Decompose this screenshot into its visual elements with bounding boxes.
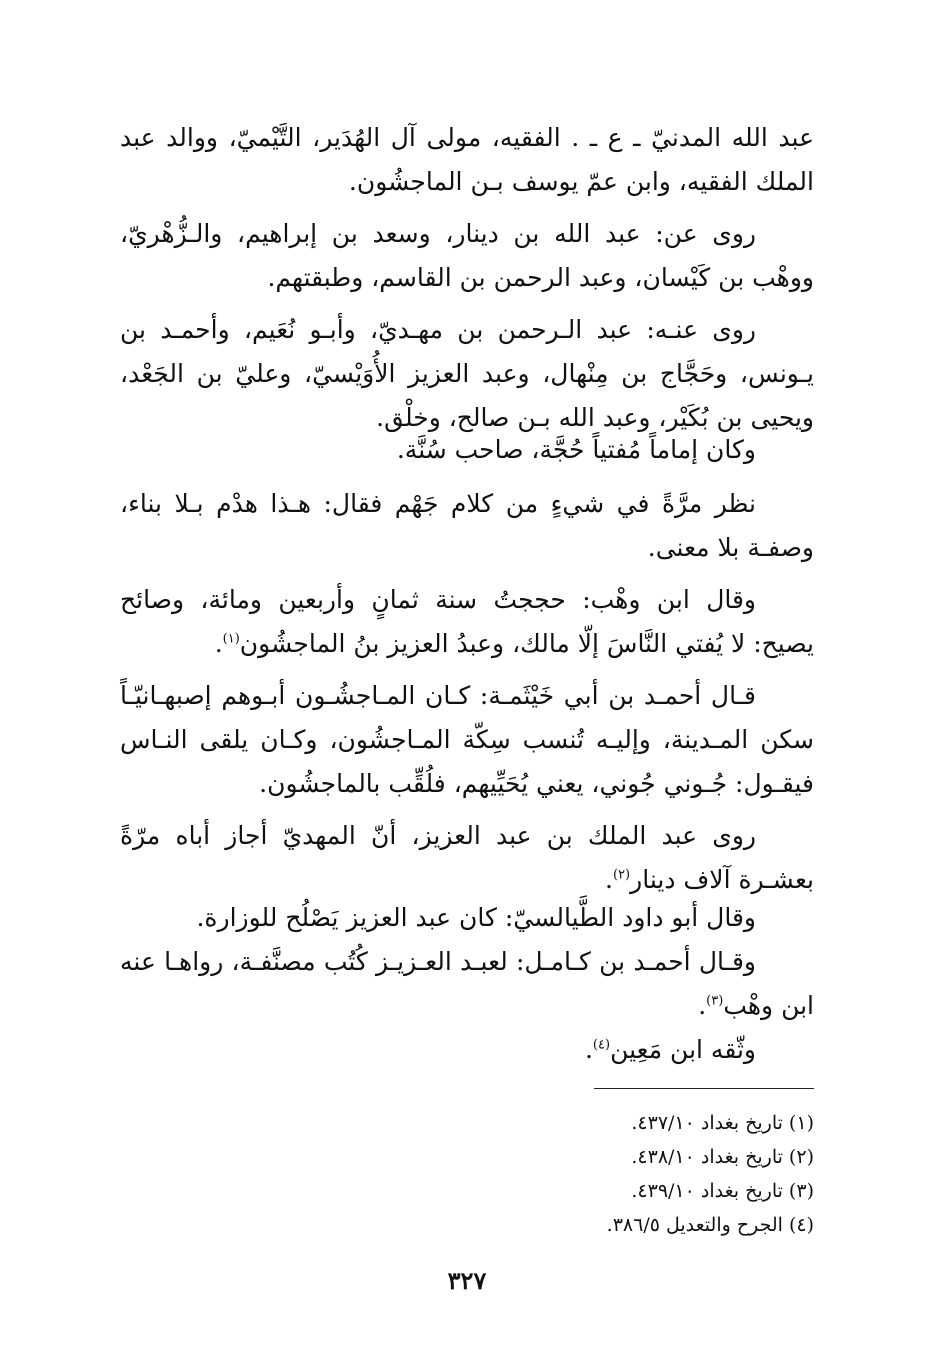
- paragraph-8: [120, 814, 814, 902]
- footnote-divider: [594, 1088, 814, 1089]
- paragraph-9: [120, 896, 814, 940]
- footnote-3: (٣) تاريخ بغداد ٤٣٩/١٠.: [631, 1180, 814, 1202]
- paragraph-5: [120, 482, 814, 570]
- paragraph-11-text: وثّقه ابن مَعِين: [610, 1035, 756, 1064]
- paragraph-3-text: روى عنـه: عبد الـرحمن بن مهـديّ، وأبـو نُعَيم، وأحمـد بن يـونس، وحَجَّاج بن مِنْهال، وعبد العزيز الأُوَيْسيّ، وعليّ بن الجَعْد، ويحيى بن بُكَيْر، وعبد الله بـن صالح، وخلْق.: [120, 315, 814, 432]
- paragraph-8-text: روى عبد الملك بن عبد العزيز، أنّ المهديّ أجاز أباه مرّةً بعشـرة آلاف دينار: [120, 821, 814, 894]
- paragraph-6: [120, 578, 814, 666]
- page-number: ٣٢٧: [447, 1266, 487, 1295]
- paragraph-3: [120, 308, 814, 440]
- footnotes: [414, 1106, 814, 1242]
- footnote-2: (٢) تاريخ بغداد ٤٣٨/١٠.: [631, 1146, 814, 1168]
- paragraph-10-text: وقـال أحمـد بن كـامـل: لعبـد العـزيـز كُتُب مصنَّفـة، رواهـا عنه ابن وهْب: [120, 947, 814, 1020]
- footnote-1: (١) تاريخ بغداد ٤٣٧/١٠.: [631, 1112, 814, 1134]
- paragraph-4: [120, 428, 814, 472]
- paragraph-6-text: وقال ابن وهْب: حججتُ سنة ثمانٍ وأربعين ومائة، وصائح يصيح: لا يُفتي النَّاسَ إلّا مالك، وعبدُ العزيز بنُ الماجشُون: [120, 585, 814, 658]
- paragraph-8-end: .: [605, 865, 613, 894]
- paragraph-11: [120, 1028, 814, 1072]
- paragraph-7: [120, 674, 814, 806]
- paragraph-10-end: .: [698, 991, 707, 1020]
- paragraph-2-text: روى عن: عبد الله بن دينار، وسعد بن إبراهيم، والـزُّهْريّ، ووهْب بن كَيْسان، وعبد الرحمن بن القاسم، وطبقتهم.: [120, 219, 814, 292]
- paragraph-7-text: قـال أحمـد بن أبي خَيْثَمـة: كـان المـاجشُـون أبـوهم إصبهـانيّـاً سكن المـدينة، وإليـه تُنسب سِكّة المـاجشُون، وكـان يلقى النـاس فيقـول: جُـوني جُوني، يعني يُحَيِّيهم، فلُقِّب بالماجشُون.: [120, 681, 814, 798]
- footnote-ref-4: (٤): [592, 1037, 611, 1053]
- footnote-ref-1: (١): [222, 631, 240, 647]
- paragraph-9-text: وقال أبو داود الطَّيالسيّ: كان عبد العزيز يَصْلُح للوزارة.: [196, 903, 756, 932]
- paragraph-10: [120, 940, 814, 1028]
- footnote-4: (٤) الجرح والتعديل ٣٨٦/٥.: [606, 1214, 814, 1236]
- paragraph-4-text: وكان إماماً مُفتياً حُجَّة، صاحب سُنَّة.: [396, 435, 756, 464]
- paragraph-2: [120, 212, 814, 300]
- footnote-ref-2: (٢): [612, 867, 631, 883]
- paragraph-1-text: عبد الله المدنيّ ـ ع ـ . الفقيه، مولى آل الهُدَير، التَّيْميّ، ووالد عبد الملك الفقيه، وابن عمّ يوسف بـن الماجشُون.: [120, 123, 814, 196]
- paragraph-11-end: .: [584, 1035, 593, 1064]
- paragraph-6-end: .: [214, 629, 223, 658]
- footnote-ref-3: (٣): [706, 993, 724, 1009]
- paragraph-5-text: نظر مرَّةً في شيءٍ من كلام جَهْم فقال: هـذا هدْم بـلا بناء، وصفـة بلا معنى.: [120, 489, 814, 562]
- paragraph-1: [120, 116, 814, 204]
